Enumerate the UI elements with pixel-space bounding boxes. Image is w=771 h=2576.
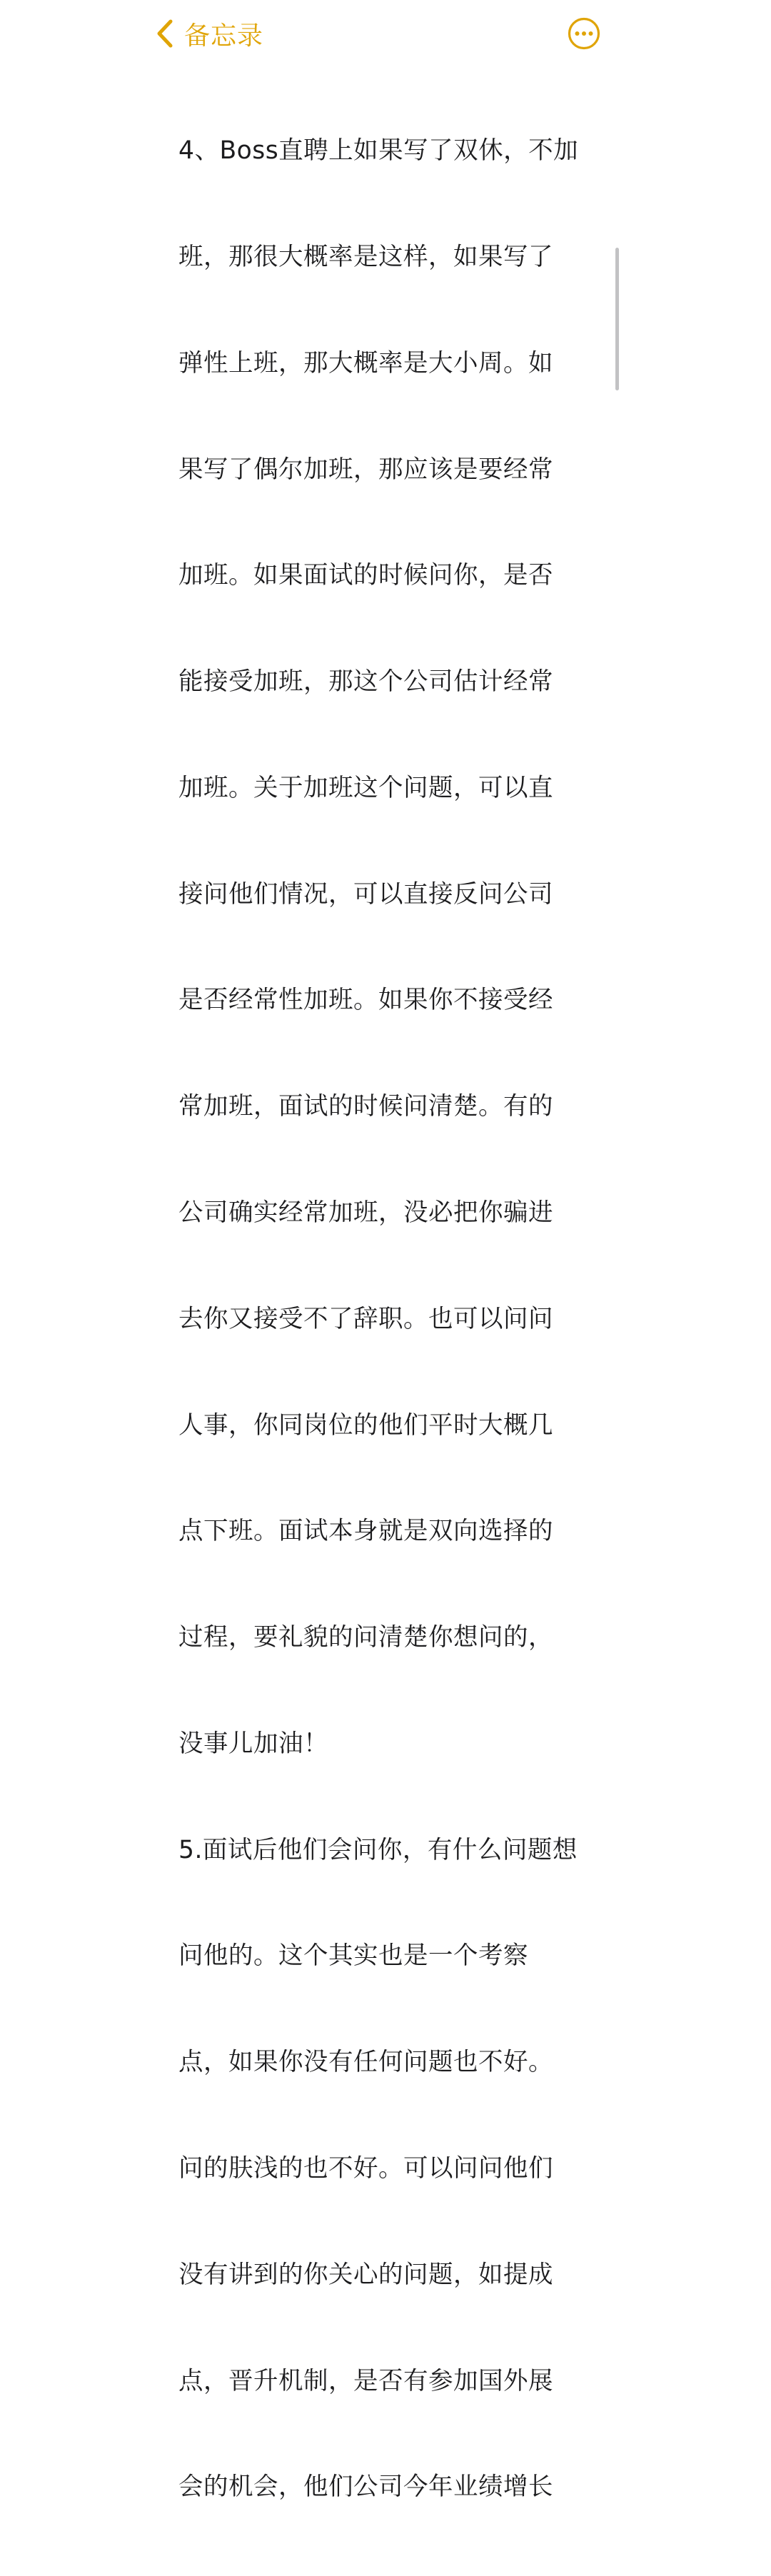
- note-line: 能接受加班，那这个公司估计经常: [178, 667, 553, 697]
- note-line: 接问他们情况，可以直接反问公司: [178, 879, 553, 909]
- note-line: 4、Boss直聘上如果写了双休，不加: [178, 136, 579, 166]
- back-button-label: 备忘录: [184, 21, 264, 51]
- note-line: 加班。关于加班这个问题，可以直: [178, 773, 553, 802]
- back-button[interactable]: [156, 16, 263, 51]
- note-line: 过程，要礼貌的问清楚你想问的，: [178, 1623, 553, 1652]
- note-line: 没有讲到的你关心的问题，如提成: [178, 2260, 553, 2289]
- note-line: 没事儿加油！: [178, 1729, 328, 1758]
- note-line: 问他的。这个其实也是一个考察: [178, 1941, 528, 1971]
- note-line: 5.面试后他们会问你，有什么问题想: [178, 1835, 578, 1864]
- note-line: 是否经常性加班。如果你不接受经: [178, 986, 553, 1015]
- chevron-left-icon: [156, 19, 174, 49]
- note-line: 点，晋升机制，是否有参加国外展: [178, 2366, 553, 2395]
- ellipsis-circle-icon: [568, 17, 600, 50]
- note-line: 问的肤浅的也不好。可以问问他们: [178, 2154, 553, 2183]
- note-line: 常加班，面试的时候问清楚。有的: [178, 1092, 553, 1121]
- navigation-bar: [0, 0, 771, 66]
- note-line: 果写了偶尔加班，那应该是要经常: [178, 455, 553, 484]
- note-line: 点，如果你没有任何问题也不好。: [178, 2048, 553, 2077]
- note-line: 人事，你同岗位的他们平时大概几: [178, 1410, 553, 1440]
- note-body[interactable]: [178, 63, 593, 2576]
- note-line: 弹性上班，那大概率是大小周。如: [178, 348, 553, 378]
- note-line: 公司确实经常加班，没必把你骗进: [178, 1198, 553, 1227]
- note-line: 去你又接受不了辞职。也可以问问: [178, 1304, 553, 1333]
- note-line: 加班。如果面试的时候问你，是否: [178, 561, 553, 590]
- note-line: 会的机会，他们公司今年业绩增长: [178, 2473, 553, 2502]
- scroll-indicator[interactable]: [615, 248, 619, 390]
- more-options-button[interactable]: [568, 17, 600, 50]
- note-line: 班，那很大概率是这样，如果写了: [178, 242, 553, 271]
- note-line: 点下班。面试本身就是双向选择的: [178, 1517, 553, 1546]
